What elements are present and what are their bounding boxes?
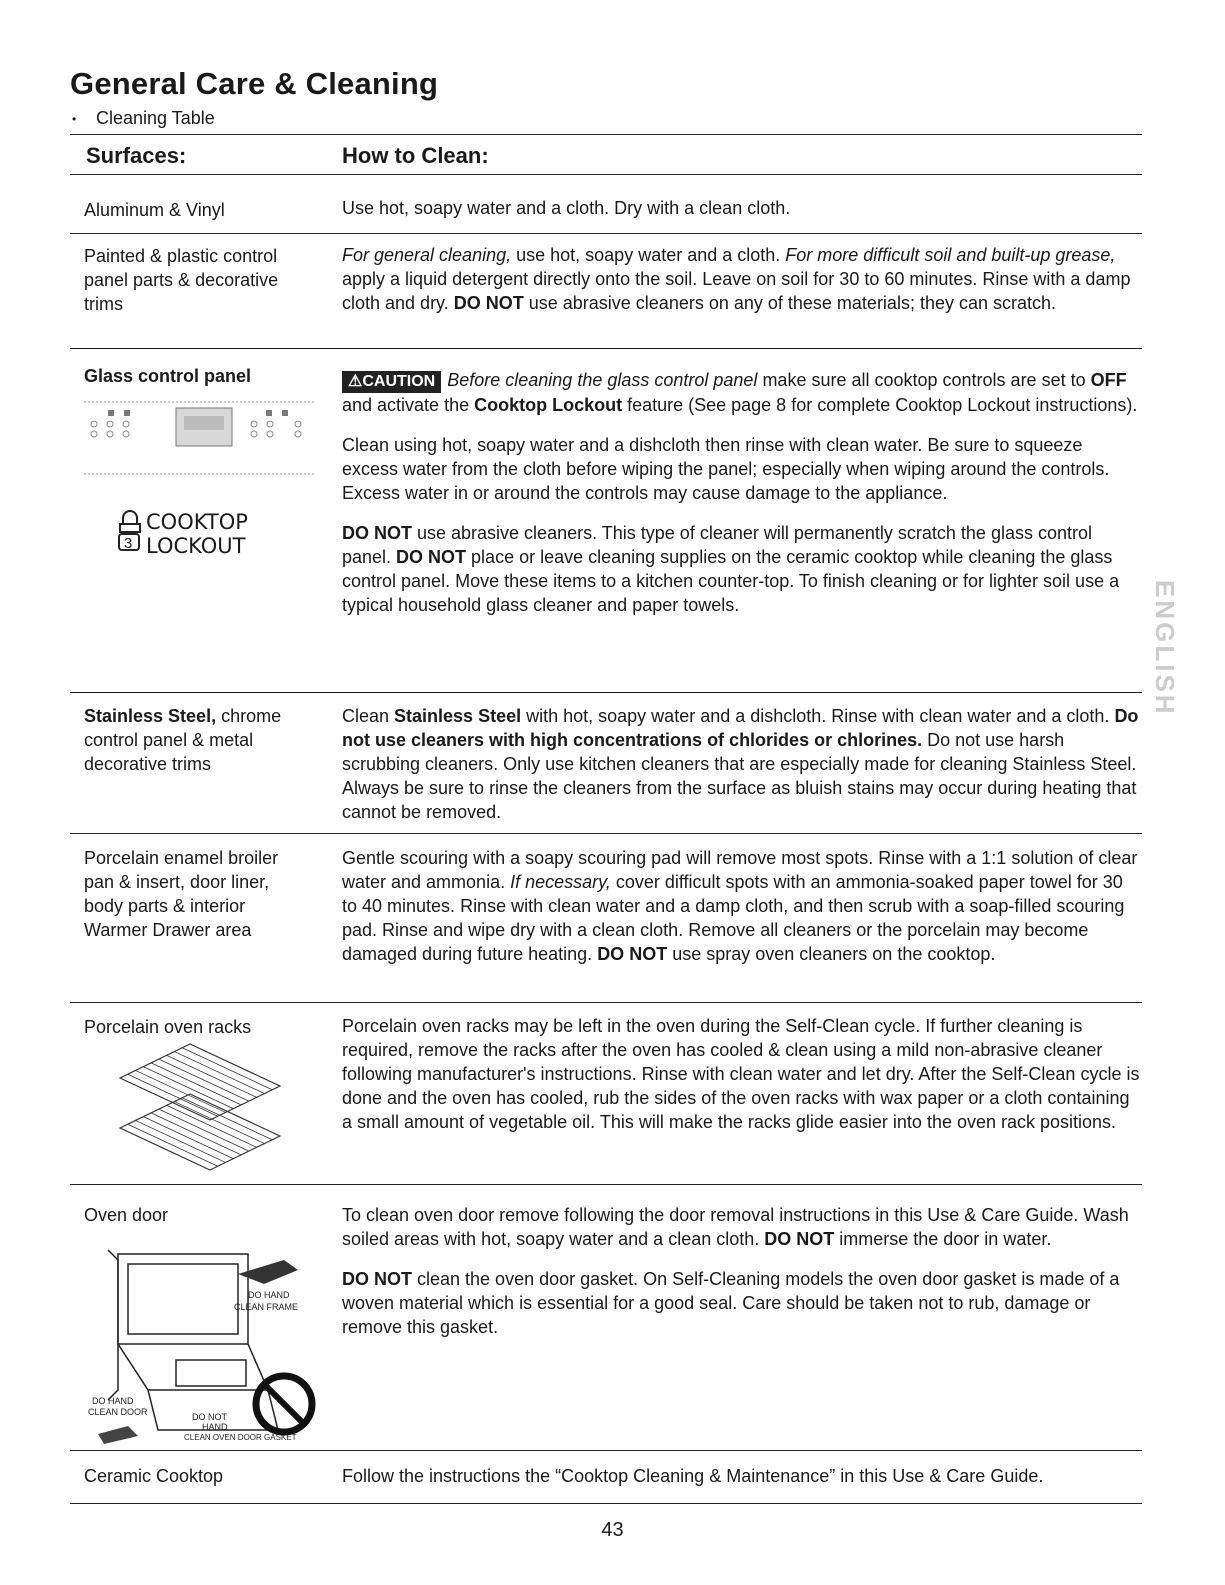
svg-text:3: 3 — [124, 535, 133, 552]
svg-text:CLEAN DOOR: CLEAN DOOR — [88, 1407, 148, 1417]
language-side-tab: ENGLISH — [1150, 580, 1180, 717]
surface-oven-door: Oven door — [84, 1205, 169, 1225]
surface-stainless-steel: Stainless Steel, chrome control panel & metal decorative trims — [84, 706, 282, 774]
surface-ceramic-cooktop: Ceramic Cooktop — [84, 1466, 224, 1486]
row-divider — [70, 692, 1142, 693]
how-ceramic-cooktop: Follow the instructions the “Cooktop Cleaning & Maintenance” in this Use & Care Guide. — [342, 1466, 1044, 1486]
how-porcelain-oven-racks: Porcelain oven racks may be left in the oven during the Self-Clean cycle. If further cleaning is required, remove the racks after the oven has cooled & clean using a mild non-abrasive cleaner following manufacturer's instructions. Rinse with clean water and let dry. After the Self-Clean cycle is done and the oven has cooled, rub the sides of the oven racks with wax paper or a cloth containing a small amount of vegetable oil. This will make the racks glide easier into the oven rack positions. — [342, 1016, 1140, 1132]
bullet-dot: • — [72, 112, 77, 127]
lock-icon — [118, 508, 142, 552]
surface-painted-plastic: Painted & plastic control panel parts & decorative trims — [84, 246, 279, 314]
svg-text:DO NOT: DO NOT — [192, 1412, 227, 1422]
row-divider — [70, 1184, 1142, 1185]
surface-porcelain-oven-racks: Porcelain oven racks — [84, 1017, 252, 1037]
oven-door-illustration — [88, 1240, 328, 1450]
how-glass-control-panel: ⚠CAUTION Before cleaning the glass control panel make sure all cooktop controls are set to OFF and activate the Cooktop Lockout feature (See page 8 for complete Cooktop Lockout instructions). Clean using hot, soapy water and a dishcloth then rinse with clean water. Be sure to squeeze excess water from the cloth before wiping the panel; especially when wiping around the controls. Excess water in or around the controls may cause damage to the appliance. DO NOT use abrasive cleaners. This type of cleaner will permanently scratch the glass control panel. DO NOT place or leave cleaning supplies on the ceramic cooktop while cleaning the glass control panel. Move these items to a kitchen counter-top. To finish cleaning or for lighter soil use a typical household glass cleaner and paper towels. — [342, 370, 1138, 615]
how-stainless-steel: Clean Stainless Steel with hot, soapy water and a dishcloth. Rinse with clean water and a cloth. Do not use cleaners with high concentrations of chlorides or chlorines. Do not use harsh scrubbing cleaners. Only use kitchen cleaners that are especially made for cleaning Stainless Steel. Always be sure to rinse the cleaners from the surface as bluish stains may occur during heating that cannot be removed. — [342, 706, 1139, 822]
bullet-text: Cleaning Table — [96, 108, 215, 128]
how-painted-plastic: For general cleaning, use hot, soapy water and a cloth. For more difficult soil and built-up grease, apply a liquid detergent directly onto the soil. Leave on soil for 30 to 60 minutes. Rinse with a damp cloth and dry. DO NOT use abrasive cleaners on any of these materials; they can scratch. — [342, 245, 1131, 313]
surface-porcelain-enamel: Porcelain enamel broiler pan & insert, door liner, body parts & interior Warmer Drawer area — [84, 848, 279, 940]
section-bullet — [72, 108, 215, 129]
caution-badge: ⚠CAUTION — [342, 371, 441, 393]
svg-text:CLEAN OVEN DOOR GASKET: CLEAN OVEN DOOR GASKET — [184, 1433, 297, 1442]
svg-text:DO HAND: DO HAND — [248, 1290, 290, 1300]
how-oven-door: To clean oven door remove following the door removal instructions in this Use & Care Guide. Wash soiled areas with hot, soapy water and a clean cloth. DO NOT immerse the door in water. DO NOT clean the oven door gasket. On Self-Cleaning models the oven door gasket is made of a woven material which is essential for a good seal. Care should be taken not to rub, damage or remove this gasket. — [342, 1205, 1129, 1337]
row-divider — [70, 348, 1142, 349]
column-header-surfaces: Surfaces: — [86, 143, 187, 168]
row-divider — [70, 833, 1142, 834]
top-rule — [70, 134, 1142, 135]
cooktop-lockout-label: COOKTOP LOCKOUT — [146, 510, 248, 558]
row-divider — [70, 1450, 1142, 1451]
surface-aluminum-vinyl: Aluminum & Vinyl — [84, 200, 225, 220]
surface-glass-control-panel: Glass control panel — [84, 366, 252, 386]
svg-text:HAND: HAND — [202, 1422, 228, 1432]
oven-racks-illustration — [110, 1040, 290, 1180]
row-divider — [70, 233, 1142, 234]
row-divider — [70, 1002, 1142, 1003]
header-rule — [70, 174, 1142, 175]
how-porcelain-enamel: Gentle scouring with a soapy scouring pad will remove most spots. Rinse with a 1:1 solution of clear water and ammonia. If necessary, cover difficult spots with an ammonia-soaked paper towel for 30 to 40 minutes. Rinse with clean water and a damp cloth, and then scrub with a soap-filled scouring pad. Rinse and wipe dry with a clean cloth. Remove all cleaners or the porcelain may become damaged during future heating. DO NOT use spray oven cleaners on the cooktop. — [342, 848, 1138, 964]
bottom-rule — [70, 1503, 1142, 1504]
page-title: General Care & Cleaning — [70, 66, 439, 101]
svg-text:CLEAN FRAME: CLEAN FRAME — [234, 1302, 299, 1312]
page-number: 43 — [601, 1519, 624, 1541]
svg-text:DO HAND: DO HAND — [92, 1396, 134, 1406]
how-aluminum-vinyl: Use hot, soapy water and a cloth. Dry with a clean cloth. — [342, 198, 791, 218]
column-header-how-to-clean: How to Clean: — [342, 143, 489, 168]
control-panel-illustration — [84, 398, 320, 478]
